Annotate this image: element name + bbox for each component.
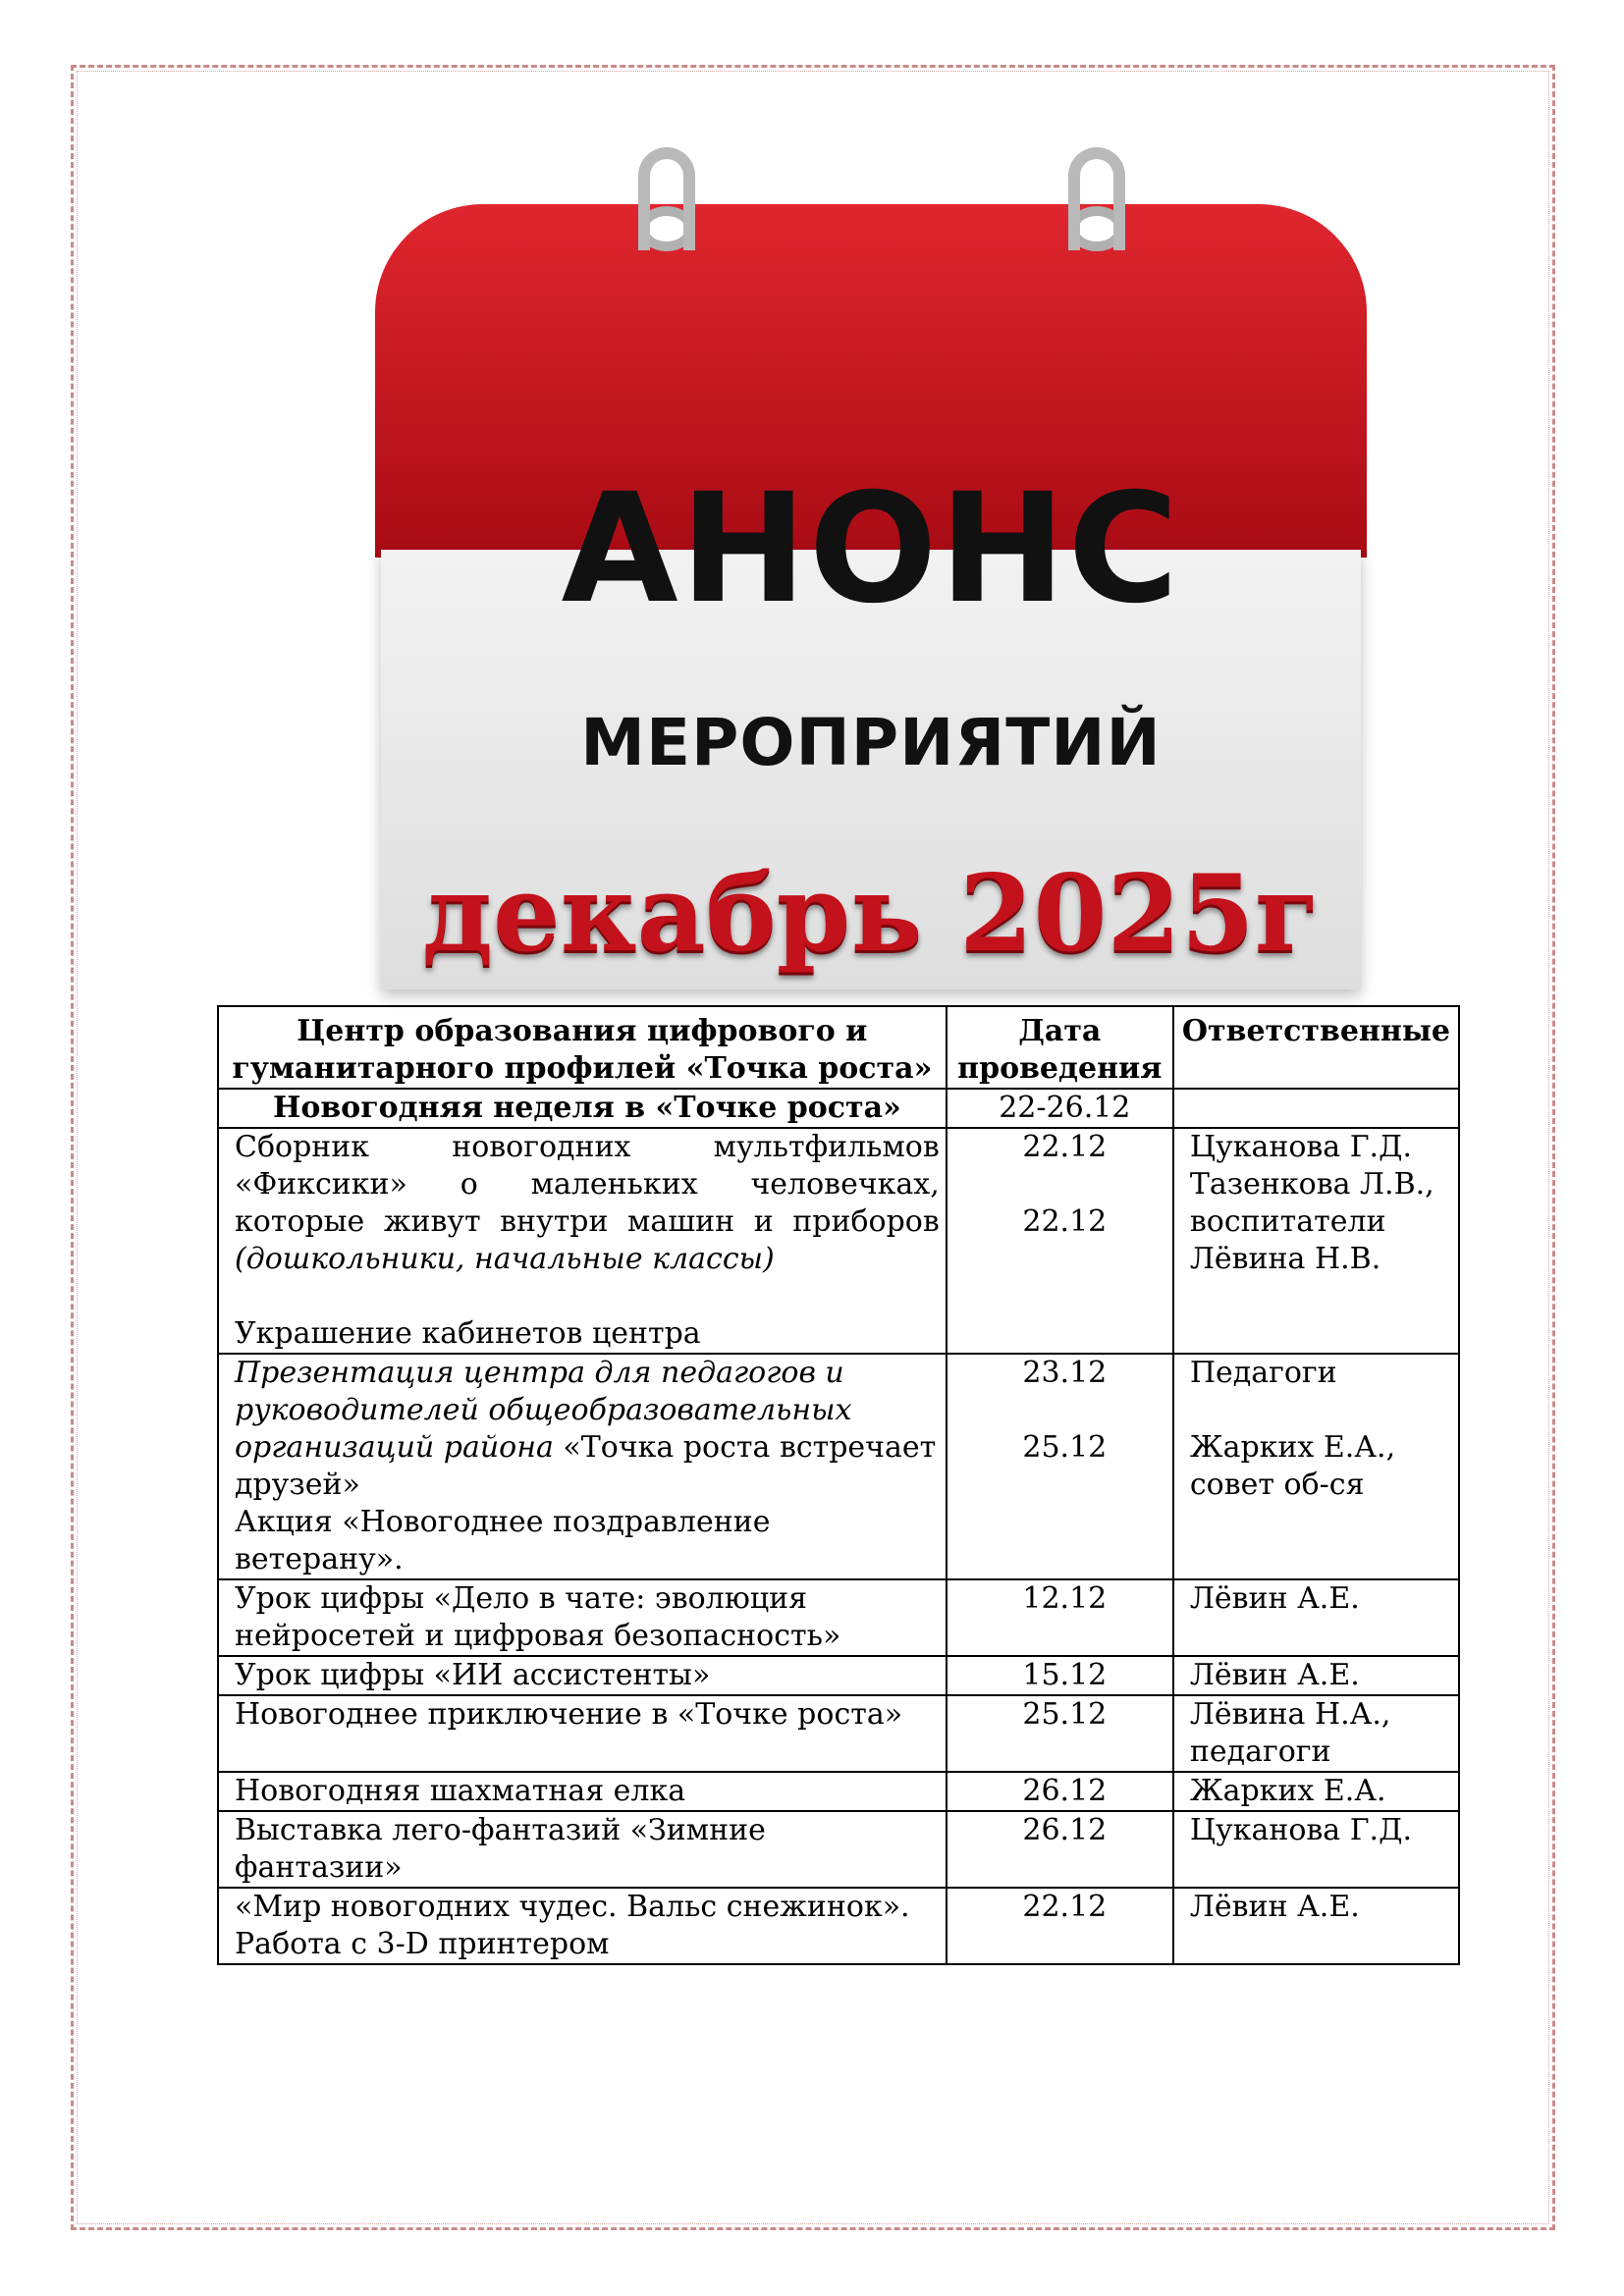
- date-value-2: 22.12: [1022, 1204, 1108, 1239]
- event-cell: Новогоднее приключение в «Точке роста»: [218, 1695, 947, 1772]
- date-cell: 15.12: [947, 1656, 1173, 1695]
- table-header-row: [218, 1006, 1459, 1089]
- event-cell: [218, 1128, 947, 1354]
- table-row: [218, 1695, 1459, 1772]
- date-cell: [947, 1128, 1173, 1354]
- event-cell: Выставка лего-фантазий «Зимние фантазии»: [218, 1811, 947, 1888]
- announcement-subtitle: МЕРОПРИЯТИЙ: [580, 705, 1162, 780]
- week-responsible: [1173, 1089, 1459, 1128]
- event-note: (дошкольники, начальные классы): [235, 1242, 775, 1276]
- responsible-cell: Жарких Е.А.: [1173, 1772, 1459, 1811]
- week-row: [218, 1089, 1459, 1128]
- date-value: 22.12: [1022, 1130, 1108, 1164]
- event-cell: [218, 1354, 947, 1579]
- event-title: «Точка роста встречает друзей»: [235, 1430, 937, 1502]
- date-cell: [947, 1354, 1173, 1579]
- date-cell: 26.12: [947, 1772, 1173, 1811]
- ring-left: [638, 147, 695, 250]
- header-date: Дата проведения: [947, 1006, 1173, 1089]
- event-cell: Урок цифры «Дело в чате: эволюция нейросетей и цифровая безопасность»: [218, 1579, 947, 1656]
- table-row: [218, 1128, 1459, 1354]
- table-row: [218, 1772, 1459, 1811]
- date-cell: 26.12: [947, 1811, 1173, 1888]
- announcement-title: АНОНС: [561, 461, 1181, 637]
- event-text-2: Акция «Новогоднее поздравление ветерану».: [235, 1505, 771, 1576]
- date-value-2: 25.12: [1022, 1430, 1108, 1465]
- event-cell: Новогодняя шахматная елка: [218, 1772, 947, 1811]
- ring-right: [1068, 147, 1125, 250]
- date-value: 23.12: [1022, 1356, 1108, 1390]
- week-title: Новогодняя неделя в «Точке роста»: [218, 1089, 947, 1128]
- header-responsible: Ответственные: [1173, 1006, 1459, 1089]
- responsible-value-2: Жарких Е.А., совет об-ся: [1189, 1430, 1396, 1502]
- responsible-cell: Цуканова Г.Д.: [1173, 1811, 1459, 1888]
- event-cell: Урок цифры «ИИ ассистенты»: [218, 1656, 947, 1695]
- date-cell: 12.12: [947, 1579, 1173, 1656]
- event-text: Сборник новогодних мультфильмов «Фиксики» о маленьких человечках, которые живут внутри машин и приборов: [235, 1130, 940, 1239]
- event-text-2: Украшение кабинетов центра: [235, 1316, 701, 1351]
- month-title: декабрь 2025г: [422, 852, 1320, 976]
- table-row: [218, 1656, 1459, 1695]
- event-cell: «Мир новогодних чудес. Вальс снежинок». Работа с 3-D принтером: [218, 1888, 947, 1964]
- table-row: [218, 1811, 1459, 1888]
- table-row: [218, 1354, 1459, 1579]
- responsible-value: Цуканова Г.Д.: [1189, 1130, 1413, 1164]
- header-event: Центр образования цифрового и гуманитарного профилей «Точка роста»: [218, 1006, 947, 1089]
- responsible-value-2: Тазенкова Л.В., воспитатели Лёвина Н.В.: [1189, 1167, 1435, 1276]
- responsible-cell: Лёвина Н.А., педагоги: [1173, 1695, 1459, 1772]
- events-table: [217, 1005, 1460, 1965]
- date-cell: 22.12: [947, 1888, 1173, 1964]
- date-cell: 25.12: [947, 1695, 1173, 1772]
- table-row: [218, 1888, 1459, 1964]
- responsible-cell: [1173, 1128, 1459, 1354]
- table-row: [218, 1579, 1459, 1656]
- responsible-cell: Лёвин А.Е.: [1173, 1888, 1459, 1964]
- responsible-value: Педагоги: [1189, 1356, 1337, 1390]
- responsible-cell: [1173, 1354, 1459, 1579]
- week-date: 22-26.12: [947, 1089, 1173, 1128]
- responsible-cell: Лёвин А.Е.: [1173, 1656, 1459, 1695]
- event-text: Презентация центра для педагогов и руководителей общеобразовательных организаций района: [235, 1356, 852, 1465]
- responsible-cell: Лёвин А.Е.: [1173, 1579, 1459, 1656]
